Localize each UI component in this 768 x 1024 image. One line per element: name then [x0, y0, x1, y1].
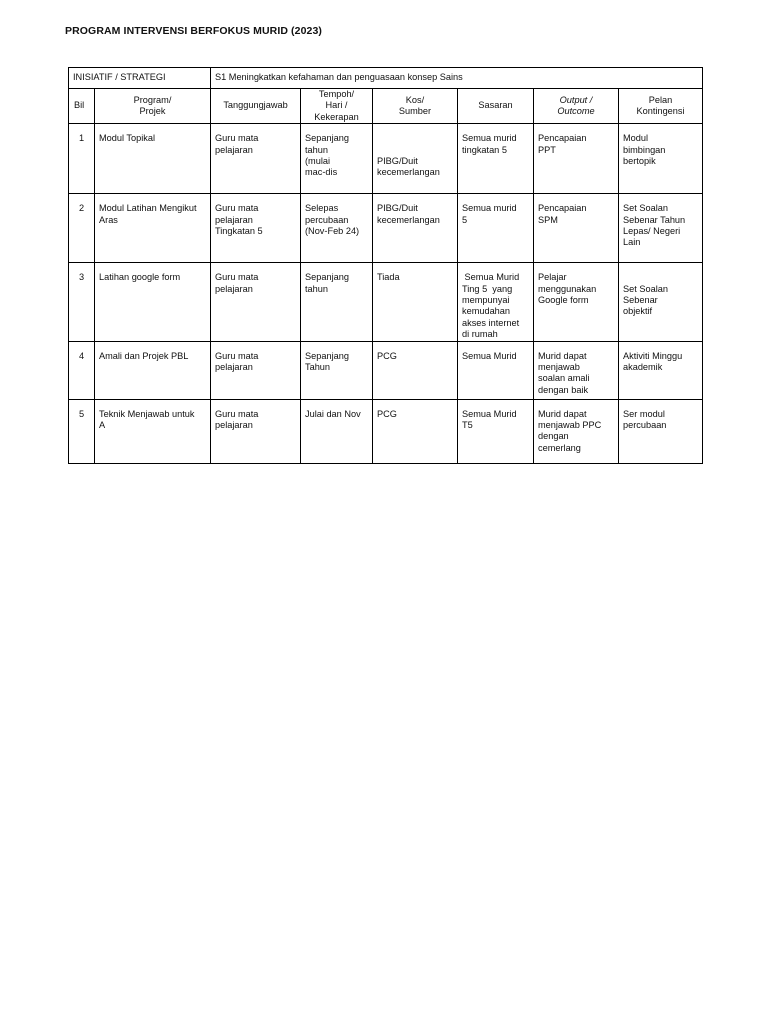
row-sasaran: Semua murid 5	[458, 194, 534, 263]
row-bil: 3	[69, 263, 95, 341]
header-pelan: Pelan Kontingensi	[619, 89, 703, 124]
row-tempoh: Selepas percubaan (Nov-Feb 24)	[301, 194, 373, 263]
row-program: Modul Latihan Mengikut Aras	[95, 194, 211, 263]
header-output: Output / Outcome	[534, 89, 619, 124]
row-tanggungjawab: Guru mata pelajaran	[211, 263, 301, 341]
row-pelan: Aktiviti Minggu akademik	[619, 341, 703, 399]
row-kos: PCG	[373, 399, 458, 463]
row-output: Pencapaian PPT	[534, 124, 619, 194]
strategy-row	[69, 68, 703, 89]
header-kos: Kos/ Sumber	[373, 89, 458, 124]
row-output: Murid dapat menjawab soalan amali dengan baik	[534, 341, 619, 399]
row-pelan: Ser modul percubaan	[619, 399, 703, 463]
intervention-table	[68, 67, 703, 464]
row-sasaran: Semua murid tingkatan 5	[458, 124, 534, 194]
row-bil: 4	[69, 341, 95, 399]
row-program: Modul Topikal	[95, 124, 211, 194]
row-sasaran: Semua Murid	[458, 341, 534, 399]
row-tempoh: Sepanjang tahun (mulai mac-dis	[301, 124, 373, 194]
row-kos: PIBG/Duit kecemerlangan	[373, 194, 458, 263]
row-output: Pelajar menggunakan Google form	[534, 263, 619, 341]
table-row	[69, 194, 703, 263]
row-sasaran: Semua Murid T5	[458, 399, 534, 463]
table-row	[69, 399, 703, 463]
row-tanggungjawab: Guru mata pelajaran Tingkatan 5	[211, 194, 301, 263]
row-pelan: Set Soalan Sebenar Tahun Lepas/ Negeri Lain	[619, 194, 703, 263]
row-bil: 2	[69, 194, 95, 263]
row-kos: PIBG/Duit kecemerlangan	[373, 124, 458, 194]
header-sasaran: Sasaran	[458, 89, 534, 124]
row-output: Pencapaian SPM	[534, 194, 619, 263]
row-bil: 1	[69, 124, 95, 194]
document-title: PROGRAM INTERVENSI BERFOKUS MURID (2023)	[65, 25, 323, 37]
row-bil: 5	[69, 399, 95, 463]
row-kos: Tiada	[373, 263, 458, 341]
table-row	[69, 341, 703, 399]
row-sasaran: Semua Murid Ting 5 yang mempunyai kemudahan akses internet di rumah	[458, 263, 534, 341]
row-output: Murid dapat menjawab PPC dengan cemerlang	[534, 399, 619, 463]
header-row	[69, 89, 703, 124]
header-tempoh: Tempoh/ Hari / Kekerapan	[301, 89, 373, 124]
header-program: Program/ Projek	[95, 89, 211, 124]
row-program: Latihan google form	[95, 263, 211, 341]
row-kos: PCG	[373, 341, 458, 399]
row-program: Teknik Menjawab untuk A	[95, 399, 211, 463]
row-tanggungjawab: Guru mata pelajaran	[211, 124, 301, 194]
row-tempoh: Sepanjang tahun	[301, 263, 373, 341]
header-tanggungjawab: Tanggungjawab	[211, 89, 301, 124]
row-tempoh: Sepanjang Tahun	[301, 341, 373, 399]
row-tempoh: Julai dan Nov	[301, 399, 373, 463]
row-pelan: Set Soalan Sebenar objektif	[619, 263, 703, 341]
row-pelan: Modul bimbingan bertopik	[619, 124, 703, 194]
row-tanggungjawab: Guru mata pelajaran	[211, 399, 301, 463]
strategy-label: INISIATIF / STRATEGI	[69, 68, 211, 89]
row-program: Amali dan Projek PBL	[95, 341, 211, 399]
table-row	[69, 124, 703, 194]
strategy-value: S1 Meningkatkan kefahaman dan penguasaan konsep Sains	[211, 68, 703, 89]
header-bil: Bil	[69, 89, 95, 124]
table-row	[69, 263, 703, 341]
row-tanggungjawab: Guru mata pelajaran	[211, 341, 301, 399]
